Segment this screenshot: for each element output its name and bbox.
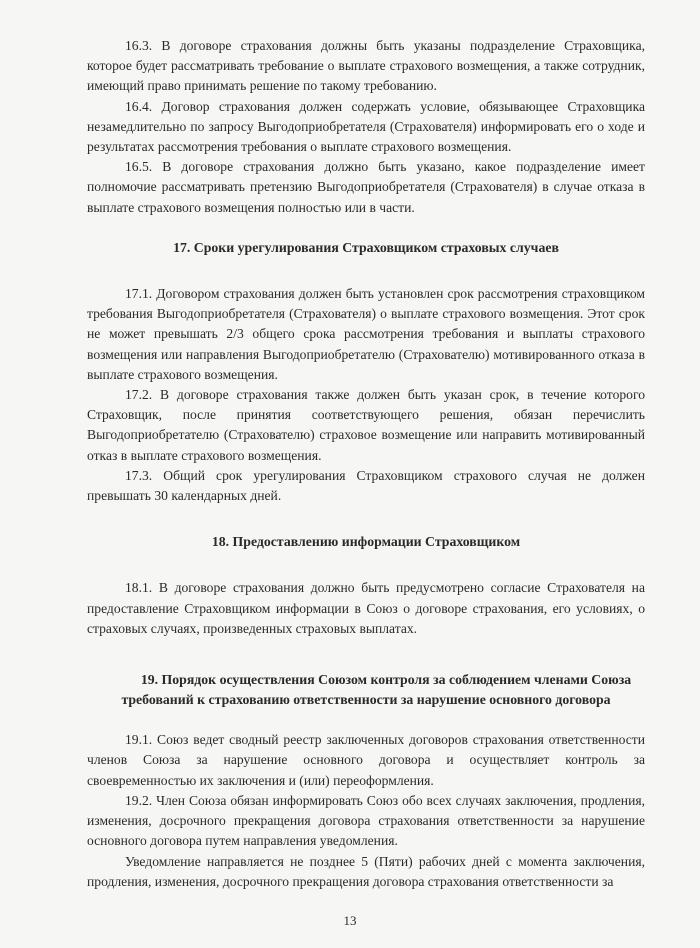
spacer: [87, 552, 645, 578]
heading-section-18: 18. Предоставлению информации Страховщиком: [211, 534, 521, 550]
paragraph-17-3: 17.3. Общий срок урегулирования Страховщиком страхового случая не должен превышать 30 календарных дней.: [87, 467, 645, 504]
paragraph-17-1: 17.1. Договором страхования должен быть установлен срок рассмотрения страховщиком требования Выгодоприобретателя (Страхователя) о выплате страхового возмещения. Этот срок не может превышать 2/3 общего срока рассмотрения требования и выплаты страхового возмещения или направления Выгодоприобретателю (Страхователю) мотивированного отказа в выплате страхового возмещения.: [87, 286, 645, 382]
spacer: [87, 710, 645, 730]
spacer: [87, 639, 645, 669]
page-number: 13: [343, 913, 357, 928]
paragraph-18-1: 18.1. В договоре страхования должно быть предусмотрено согласие Страхователя на предоставление Страховщиком информации в Союз о договоре страхования, его условиях, о страховых случаях, произведенных страховых выплатах.: [87, 580, 645, 636]
spacer: [87, 506, 645, 532]
paragraph-19-notice: Уведомление направляется не позднее 5 (Пяти) рабочих дней с момента заключения, продления, изменения, досрочного прекращения договора страхования ответственности за: [87, 853, 645, 889]
page-content: [87, 36, 645, 892]
paragraph-19-1: 19.1. Союз ведет сводный реестр заключенных договоров страхования ответственности членов Союза за нарушение основного договора и осуществляет контроль за своевременностью их заключения и (или) переоформления.: [87, 732, 645, 788]
paragraph-16-4: 16.4. Договор страхования должен содержать условие, обязывающее Страховщика незамедлительно по запросу Выгодоприобретателя (Страхователя) информировать его о ходе и результатах рассмотрения требования о выплате страхового возмещения.: [87, 98, 645, 155]
paragraph-16-3: 16.3. В договоре страхования должны быть указаны подразделение Страховщика, которое будет рассматривать требование о выплате страхового возмещения, а также сотрудник, имеющий право принимать решение по такому требованию.: [87, 38, 645, 94]
paragraph-19-2: 19.2. Член Союза обязан информировать Союз обо всех случаях заключения, продления, изменения, досрочного прекращения договора страхования ответственности за нарушение основного договора путем направления уведомления.: [87, 792, 645, 849]
spacer: [87, 258, 645, 284]
heading-section-19-line-1: 19. Порядок осуществления Союзом контроля за соблюдением членами Союза: [140, 672, 632, 688]
heading-section-19-line-2: требований к страхованию ответственности за нарушение основного договора: [121, 692, 611, 708]
paragraph-17-2: 17.2. В договоре страхования также должен быть указан срок, в течение которого Страховщик, после принятия соответствующего решения, обязан перечислить Выгодоприобретателю (Страхователю) страховое возмещение или направить мотивированный отказ в выплате страхового возмещения.: [87, 387, 645, 463]
heading-section-17: 17. Сроки урегулирования Страховщиком страховых случаев: [173, 239, 559, 255]
paragraph-16-5: 16.5. В договоре страхования должно быть указано, какое подразделение имеет полномочие рассматривать претензию Выгодоприобретателя (Страхователя) в случае отказа в выплате страхового возмещения полностью или в части.: [87, 159, 645, 215]
spacer: [87, 218, 645, 238]
